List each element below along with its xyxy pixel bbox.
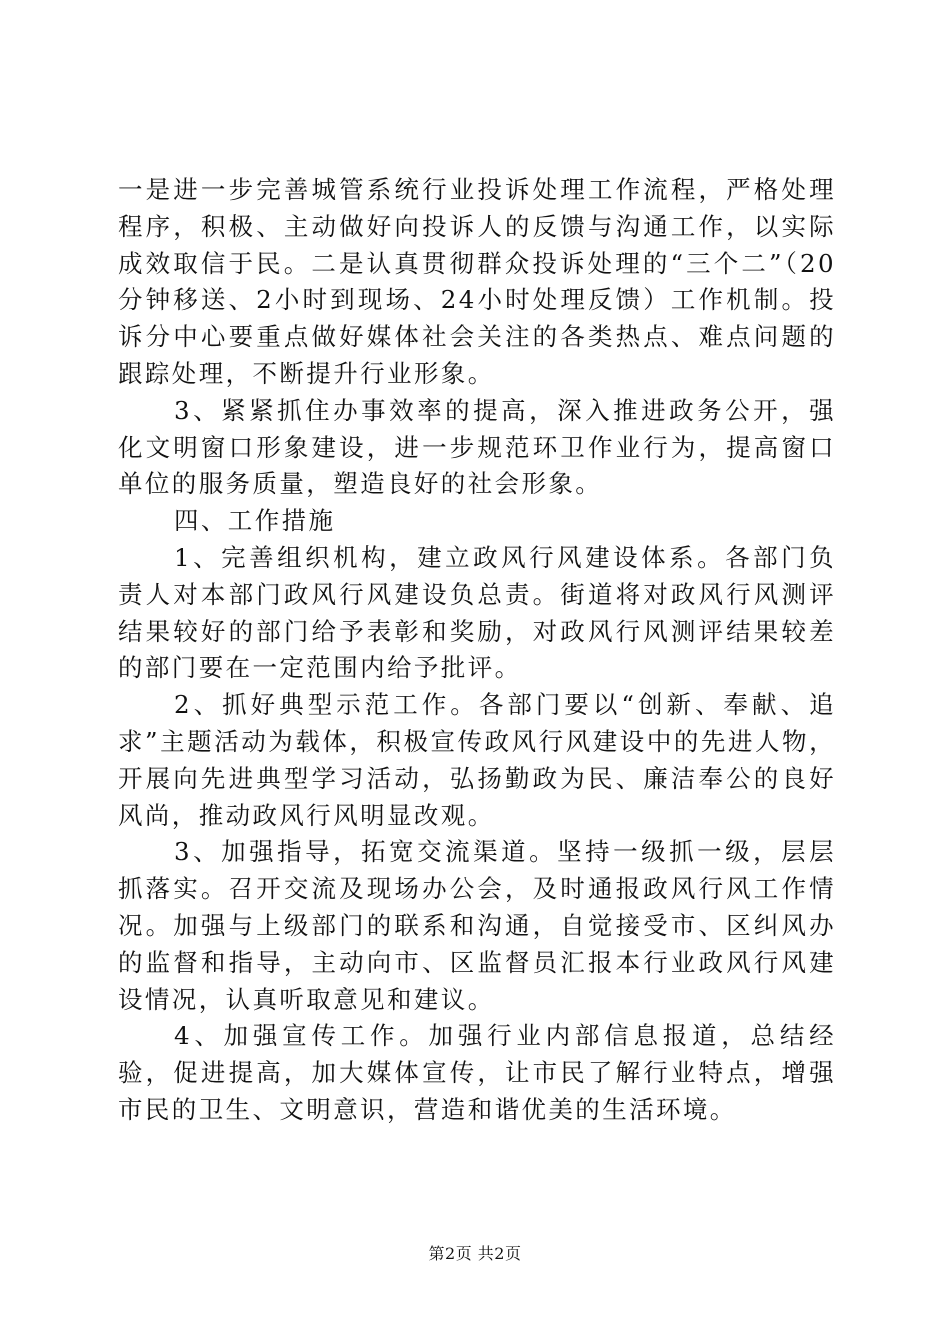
page-number-footer: 第2页 共2页 xyxy=(428,1244,522,1263)
paragraph-model-demonstration: 2、抓好典型示范工作。各部门要以“创新、奉献、追求”主题活动为载体，积极宣传政风行风建设中的先进人物，开展向先进典型学习活动，弘扬勤政为民、廉洁奉公的良好风尚，推动政风行风明显改观。 xyxy=(118,690,836,830)
paragraph-publicity: 4、加强宣传工作。加强行业内部信息报道，总结经验，促进提高，加大媒体宣传，让市民了解行业特点，增强市民的卫生、文明意识，营造和谐优美的生活环境。 xyxy=(118,1021,836,1124)
paragraph-organization: 1、完善组织机构，建立政风行风建设体系。各部门负责人对本部门政风行风建设负总责。街道将对政风行风测评结果较好的部门给予表彰和奖励，对政风行风测评结果较差的部门要在一定范围内给予批评。 xyxy=(118,542,836,683)
section-heading-measures: 四、工作措施 xyxy=(174,506,336,536)
paragraph-efficiency: 3、紧紧抓住办事效率的提高，深入推进政务公开，强化文明窗口形象建设，进一步规范环卫作业行为，提高窗口单位的服务质量，塑造良好的社会形象。 xyxy=(118,395,836,499)
document-body xyxy=(118,172,836,1129)
paragraph-complaint-handling: 一是进一步完善城管系统行业投诉处理工作流程，严格处理程序，积极、主动做好向投诉人的反馈与沟通工作，以实际成效取信于民。二是认真贯彻群众投诉处理的“三个二”（20分钟移送、2小时到现场、24小时处理反馈）工作机制。投诉分中心要重点做好媒体社会关注的各类热点、难点问题的跟踪处理，不断提升行业形象。 xyxy=(118,175,836,388)
paragraph-guidance: 3、加强指导，拓宽交流渠道。坚持一级抓一级，层层抓落实。召开交流及现场办公会，及时通报政风行风工作情况。加强与上级部门的联系和沟通，自觉接受市、区纠风办的监督和指导，主动向市、区监督员汇报本行业政风行风建设情况，认真听取意见和建议。 xyxy=(118,837,836,1014)
